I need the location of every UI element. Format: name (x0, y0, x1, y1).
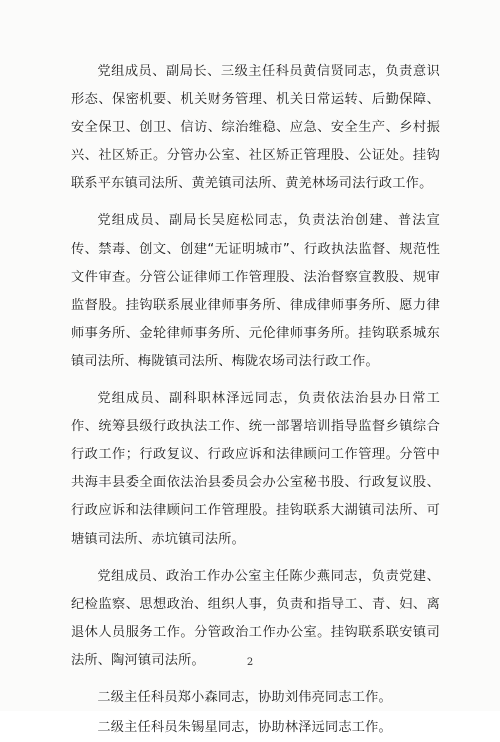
paragraph-zhu-xixing: 二级主任科员朱锡星同志，协助林泽远同志工作。 (97, 720, 392, 736)
paragraph-wu-tingsong: 党组成员、副局长吴庭松同志，负责法治创建、普法宣传、禁毒、创文、创建“无证明城市”、行政执法监督、规范性文件审查。分管公证律师工作管理股、法治督察宣教股、规审监督股。挂钩联系展业律师事务所、律成律师事务所、愿力律师事务所、金轮律师事务所、元伦律师事务所。挂钩联系城东镇司法所、梅陇镇司法所、梅陇农场司法行政工作。 (71, 213, 440, 369)
paragraph-chen-shaoyan: 党组成员、政治工作办公室主任陈少燕同志，负责党建、纪检监察、思想政治、组织人事，负责和指导工、青、妇、离退休人员服务工作。分管政治工作办公室。挂钩联系联安镇司法所、陶河镇司法所。 (71, 568, 440, 668)
paragraph-zheng-xiaosen: 二级主任科员郑小森同志，协助刘伟亮同志工作。 (97, 689, 392, 705)
paragraph-huang-xinxian: 党组成员、副局长、三级主任科员黄信贤同志，负责意识形态、保密机要、机关财务管理、机关日常运转、后勤保障、安全保卫、创卫、信访、综治维稳、应急、安全生产、乡村振兴、社区矫正。分管办公室、社区矫正管理股、公证处。挂钩联系平东镇司法所、黄羌镇司法所、黄羌林场司法行政工作。 (71, 64, 440, 192)
page-number: 2 (246, 657, 254, 668)
paragraph-lin-zeyuan: 党组成员、副科职林泽远同志，负责依法治县办日常工作、统筹县级行政执法工作、统一部署培训指导监督乡镇综合行政工作；行政复议、行政应诉和法律顾问工作管理。分管中共海丰县委全面依法治县委员会办公室秘书股、行政复议股、行政应诉和法律顾问工作管理股。挂钩联系大湖镇司法所、可塘镇司法所、赤坑镇司法所。 (71, 391, 440, 547)
